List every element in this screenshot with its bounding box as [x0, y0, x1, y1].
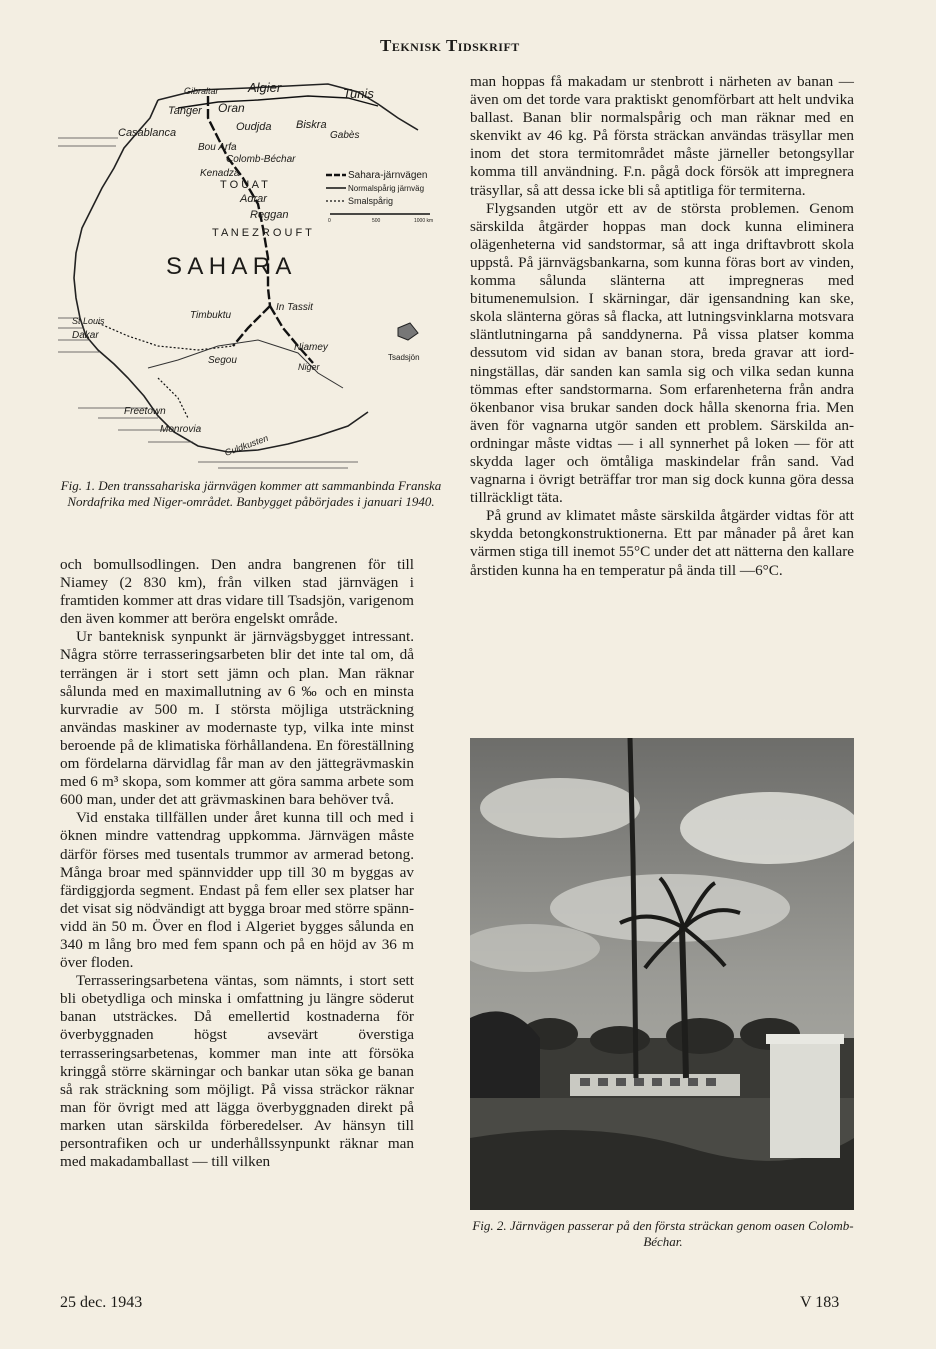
legend-sahara: Sahara-järnvägen — [348, 170, 428, 181]
map-label-in-tassit: In Tassit — [276, 302, 313, 313]
map-label-adrar: Adrar — [240, 193, 267, 205]
map-label-niger: Niger — [298, 362, 320, 372]
map-label-casablanca: Casablanca — [118, 127, 177, 139]
right-paragraph-3: På grund av klimatet måste särskilda åtgärder vidtas för att skydda betongkonstruktionerna. Ett par månader på året kan värmen stiga till inemot 55°C under det att nätterna den kallare årstiden kunna ha en temperatur på ända till —6°C. — [470, 507, 854, 579]
map-label-niamey: Niamey — [294, 342, 328, 353]
sahara-railway-map — [58, 78, 440, 474]
map-label-segou: Segou — [208, 355, 237, 366]
page-number: V 183 — [800, 1294, 840, 1311]
legend-smal: Smalspårig — [348, 196, 394, 206]
journal-title: Teknisk Tidskrift — [380, 36, 520, 55]
map-label-colomb-bechar: Colomb-Béchar — [226, 154, 296, 165]
map-label-tunis: Tunis — [343, 86, 374, 101]
map-label-bou-arfa: Bou Arfa — [198, 142, 237, 153]
right-paragraph-2: Flygsanden utgör ett av de största problemen. Genom särskilda åtgärder hoppas man dock kunna eliminera olägenheterna vid sandstormar, så att inga driftavbrott skola uppstå. På järnvägsbankarna, som kunna föras bort av vinden, komma sålunda slänterna att impregneras med bitumenemulsion. I skärningar, där igensandning kan ske, skola slänterna göras så flacka, att lutningsvinklarna motsvara släntlutningarna på sanddynerna. På vissa platser komma dessutom vid sidan av banan stora, breda gravar att iordningställas, där sanden kan samla sig och vilka sedan kunna tömmas efter sandstormarna. Som erfarenheterna från andra ökenbanor visa brukar sanden dock hålla skenorna fria. Men även för vagnarna utgör sanden ett problem. Särskilda anordningar måste vidtas — i all synnerhet på loken — för att skydda lager och ömtåliga maskindelar från sand. Vad vagnarna i övrigt beträffar tror man sig dock kunna göra dessa tillräckligt täta. — [470, 199, 854, 507]
left-paragraph-3: Vid enstaka tillfällen under året kunna till och med i öknen mindre vattendrag uppkomma. Järnvägen måste därför förses med tusentals trummor av armerad betong. Många broar med spännvidder upp till 30 m byggas av färdiggjorda segment. Endast på fem eller sex platser har det visat sig nödvändigt att bygga broar med större spännvidd än 50 m. Över en flod i Algeriet bygges sålunda en 340 m lång bro med fem spann och på en höjd av 36 m över floden. — [60, 809, 414, 972]
scale-1000: 1000 km — [414, 218, 434, 224]
map-label-tanger: Tanger — [168, 105, 202, 117]
issue-date: 25 dec. 1943 — [60, 1294, 143, 1311]
map-label-biskra: Biskra — [296, 119, 327, 131]
map-label-dakar: Dakar — [72, 330, 99, 341]
map-label-oran: Oran — [218, 101, 245, 115]
legend-normal: Normalspårig järnväg — [348, 184, 425, 193]
map-label-monrovia: Monrovia — [160, 424, 202, 435]
map-label-gabes: Gabès — [330, 130, 360, 141]
map-label-oudjda: Oudjda — [236, 121, 272, 133]
map-label-freetown: Freetown — [124, 406, 166, 417]
right-paragraph-1: man hoppas få makadam ur stenbrott i närheten av banan — även om det torde vara praktiskt genomförbart att helt undvika ballast. Banan blir normalspårig och man räknar med en skenvikt av 46 kg. På första sträckan användas träsyllar men inom det stora termitområdet måste järneller betongsyllar komma till användning. F.n. pågå dock försök att impregnera träsyllar, så att dessa icke bli så aptitliga för termiterna. — [470, 73, 854, 199]
map-label-guldkusten: Guldkusten — [223, 432, 270, 458]
oasis-photo — [470, 738, 854, 1210]
left-paragraph-2: Ur banteknisk synpunkt är järnvägsbygget intressant. Några större terrasseringsarbeten blir det inte tal om, då terrängen är i stort sett jämn och plan. Man räknar sålunda med en maximallutning av 6 ‰ och en minsta kurvradie av 500 m. I största möjliga utsträckning användas maskiner av modernaste typ, vilka inte minst beroende på de klimatiska förhållandena. En föreställning om fördelarna därvidlag får man av den jättegrävmaskin med 6 m³ skopa, som kommer att göra samma arbete som 600 man, under det att grävmaskinen bara behöver två. — [60, 628, 414, 809]
map-label-algier: Algier — [248, 80, 282, 95]
map-label-kenadza: Kenadza — [200, 168, 240, 179]
scale-0: 0 — [328, 218, 331, 224]
right-column — [470, 73, 854, 580]
map-label-reggan: Reggan — [250, 209, 289, 221]
fig2-caption: Fig. 2. Järnvägen passerar på den första sträckan genom oasen Colomb-Béchar. — [472, 1218, 854, 1249]
map-label-touat: T O U A T — [220, 179, 268, 191]
map-label-sahara: S A H A R A — [166, 253, 292, 280]
fig1-caption: Fig. 1. Den transsahariska järnvägen kommer att sammanbinda Franska Nordafrika med Niger-området. Banbygget påbörjades i januari 1940. — [60, 478, 442, 509]
map-label-timbuktu: Timbuktu — [190, 310, 232, 321]
map-label-gibraltar: Gibraltar — [184, 86, 219, 96]
left-paragraph-1: och bomullsodlingen. Den andra bangrenen för till Niamey (2 830 km), från vilken stad järnvägen i framtiden kommer att dras vidare till Tsadsjön, varigenom den även kommer att beröra engelskt område. — [60, 556, 414, 628]
left-column — [60, 556, 414, 1171]
map-label-st-louis: St Louis — [72, 316, 105, 326]
left-paragraph-4: Terrasseringsarbetena väntas, som nämnts, i stort sett bli obetydliga och minska i omfattning ju längre söderut banan utsträckes. Då emellertid kostnaderna för överbyggnaden högst avsevärt överstiga terrasseringsarbetenas, kommer man inte att försöka kringgå större skärningar och bankar utan söka ge banan så rak sträckning som möjligt. På vissa sträckor räknar man för övrigt med att lägga överbyggnaden direkt på marken utan särskilda förberedelser. Av hänsyn till persontrafiken och ur underhållssynpunkt räknar man med makadamballast — till vilken — [60, 972, 414, 1171]
map-label-tanezrouft: T A N E Z R O U F T — [212, 227, 312, 239]
map-label-tsadsjon: Tsadsjön — [388, 353, 420, 362]
scale-500: 500 — [372, 218, 381, 224]
